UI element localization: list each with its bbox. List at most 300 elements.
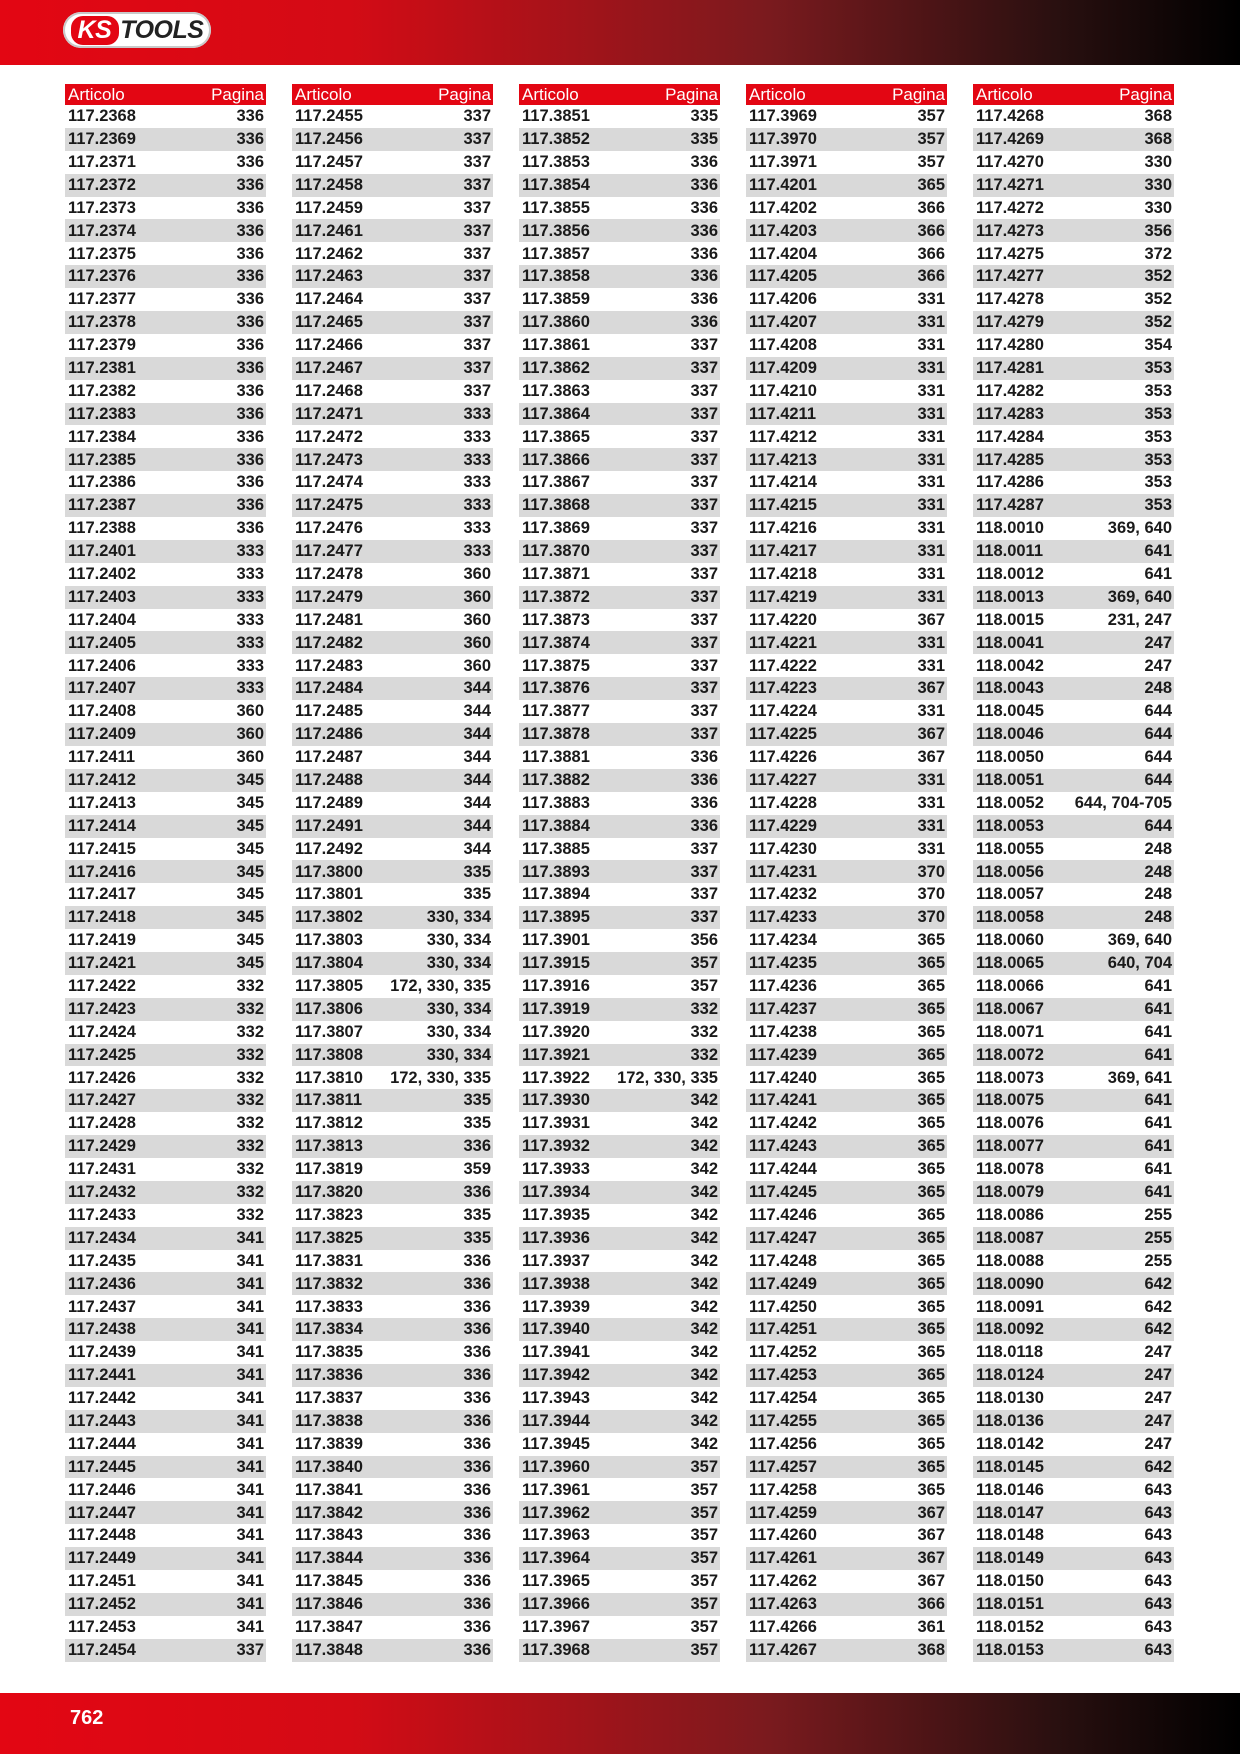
page-reference: 332 [236, 977, 264, 996]
article-number: 118.0130 [976, 1389, 1044, 1408]
column-header [746, 84, 947, 105]
page-reference: 360 [463, 587, 491, 606]
page-reference: 247 [1144, 656, 1172, 675]
page-reference: 332 [236, 1183, 264, 1202]
table-row [973, 403, 1174, 426]
page-reference: 330 [1144, 152, 1172, 171]
table-row [519, 838, 720, 861]
column-header [65, 84, 266, 105]
page-reference: 335 [463, 1114, 491, 1133]
article-number: 118.0010 [976, 519, 1044, 538]
table-row [746, 929, 947, 952]
article-number: 117.3964 [522, 1549, 590, 1568]
table-row [746, 586, 947, 609]
article-number: 117.4201 [749, 175, 817, 194]
article-number: 117.2478 [295, 565, 363, 583]
table-row [519, 540, 720, 563]
page-reference: 644 [1144, 702, 1172, 721]
article-number: 117.3943 [522, 1389, 590, 1408]
article-number: 117.2451 [68, 1572, 136, 1591]
article-number: 118.0065 [976, 954, 1044, 973]
table-row [292, 105, 493, 128]
article-number: 117.2383 [68, 404, 136, 423]
table-row [973, 1021, 1174, 1044]
page-reference: 366 [917, 1595, 945, 1614]
article-number: 117.3851 [522, 107, 590, 126]
table-row [292, 174, 493, 197]
page-reference: 344 [463, 771, 491, 790]
article-number: 117.3875 [522, 656, 590, 675]
article-number: 117.2374 [68, 221, 136, 240]
article-number: 117.2413 [68, 793, 136, 812]
table-row [973, 219, 1174, 242]
table-row [292, 792, 493, 815]
page-reference: 365 [917, 1434, 945, 1453]
article-number: 117.4234 [749, 931, 817, 950]
page-reference: 332 [236, 1045, 264, 1064]
article-number: 117.4256 [749, 1434, 817, 1453]
page-reference: 337 [463, 244, 491, 263]
page-reference: 336 [236, 473, 264, 492]
page-reference: 337 [690, 839, 718, 858]
article-number: 117.2485 [295, 702, 363, 721]
table-row [746, 425, 947, 448]
article-number: 117.4254 [749, 1389, 817, 1408]
page-number: 762 [70, 1707, 104, 1729]
page-reference: 336 [236, 358, 264, 377]
table-row [973, 1227, 1174, 1250]
article-number: 117.3857 [522, 244, 590, 263]
article-number: 118.0149 [976, 1549, 1044, 1568]
table-row [292, 815, 493, 838]
table-row [292, 1501, 493, 1524]
article-number: 117.3944 [522, 1411, 590, 1430]
table-row [65, 1616, 266, 1639]
page-reference: 368 [1144, 107, 1172, 126]
table-row [65, 334, 266, 357]
page-reference: 335 [463, 862, 491, 881]
page-reference: 333 [463, 427, 491, 446]
page-reference: 255 [1144, 1228, 1172, 1247]
table-row [973, 357, 1174, 380]
table-row [746, 1021, 947, 1044]
table-row [746, 677, 947, 700]
table-row [65, 197, 266, 220]
page-reference: 337 [463, 107, 491, 126]
page-reference: 336 [690, 290, 718, 309]
page-reference: 333 [236, 542, 264, 561]
article-number: 118.0079 [976, 1183, 1044, 1202]
table-row [292, 1341, 493, 1364]
page-reference: 344 [463, 725, 491, 744]
table-row [519, 174, 720, 197]
page-reference: 337 [690, 519, 718, 538]
page-reference: 336 [236, 496, 264, 515]
article-number: 117.2432 [68, 1183, 136, 1202]
article-number: 117.3841 [295, 1480, 363, 1499]
page-reference: 337 [690, 381, 718, 400]
table-row [746, 334, 947, 357]
page-reference: 337 [690, 610, 718, 629]
article-number: 118.0087 [976, 1228, 1044, 1247]
page-reference: 333 [236, 656, 264, 675]
table-row [973, 723, 1174, 746]
page-reference: 337 [463, 313, 491, 332]
article-number: 117.3811 [295, 1091, 362, 1110]
table-row [973, 563, 1174, 586]
article-number: 117.3854 [522, 175, 590, 194]
table-row [65, 105, 266, 128]
table-row [973, 586, 1174, 609]
article-number: 117.3805 [295, 977, 363, 996]
table-row [519, 1433, 720, 1456]
table-row [746, 1135, 947, 1158]
page-reference: 337 [690, 336, 718, 355]
article-number: 118.0145 [976, 1457, 1044, 1476]
page-reference: 336 [690, 771, 718, 790]
page-reference: 342 [690, 1274, 718, 1293]
table-row [973, 677, 1174, 700]
page-reference: 331 [917, 565, 945, 583]
article-number: 117.3863 [522, 381, 590, 400]
table-row [519, 1501, 720, 1524]
table-row [973, 1547, 1174, 1570]
table-row [973, 746, 1174, 769]
page-reference: 332 [236, 1160, 264, 1179]
article-number: 117.4236 [749, 977, 817, 996]
page-reference: 344 [463, 748, 491, 767]
page-reference: 357 [690, 1617, 718, 1636]
article-number: 118.0053 [976, 816, 1044, 835]
article-number: 117.2484 [295, 679, 363, 698]
page-reference: 333 [236, 679, 264, 698]
page-reference: 365 [917, 1251, 945, 1270]
article-number: 117.2489 [295, 793, 363, 812]
article-number: 117.3813 [295, 1137, 363, 1156]
article-number: 117.3872 [522, 587, 590, 606]
table-row [746, 1272, 947, 1295]
page-reference: 337 [463, 290, 491, 309]
table-row [292, 1295, 493, 1318]
article-number: 117.2437 [68, 1297, 136, 1316]
article-number: 117.2402 [68, 565, 136, 583]
article-number: 117.2454 [68, 1640, 136, 1659]
page-reference: 360 [463, 610, 491, 629]
article-number: 117.2418 [68, 908, 136, 927]
article-number: 117.2405 [68, 633, 136, 652]
article-number: 117.3800 [295, 862, 363, 881]
article-number: 117.3862 [522, 358, 590, 377]
table-row [973, 1272, 1174, 1295]
article-number: 118.0124 [976, 1366, 1044, 1385]
article-number: 118.0073 [976, 1068, 1044, 1087]
page-reference: 341 [236, 1480, 264, 1499]
article-number: 117.3945 [522, 1434, 590, 1453]
table-row [292, 1547, 493, 1570]
table-row [292, 242, 493, 265]
table-row [519, 677, 720, 700]
table-row [292, 311, 493, 334]
table-row [292, 357, 493, 380]
table-row [65, 838, 266, 861]
table-row [746, 1456, 947, 1479]
article-number: 118.0086 [976, 1205, 1044, 1224]
page-reference: 336 [236, 198, 264, 217]
page-reference: 352 [1144, 313, 1172, 332]
table-row [65, 151, 266, 174]
index-column-3 [519, 84, 720, 1662]
table-row [65, 494, 266, 517]
article-number: 117.4253 [749, 1366, 817, 1385]
page-reference: 330 [1144, 175, 1172, 194]
page-reference: 337 [690, 427, 718, 446]
page-reference: 172, 330, 335 [617, 1068, 718, 1087]
page-reference: 365 [917, 1205, 945, 1224]
table-row [292, 906, 493, 929]
table-row [746, 1570, 947, 1593]
table-row [746, 540, 947, 563]
article-number: 117.4243 [749, 1137, 817, 1156]
article-number: 117.4262 [749, 1572, 817, 1591]
article-number: 117.2416 [68, 862, 136, 881]
table-row [65, 1089, 266, 1112]
article-number: 117.2447 [68, 1503, 136, 1522]
table-row [973, 1387, 1174, 1410]
article-number: 117.2473 [295, 450, 363, 469]
table-row [292, 1044, 493, 1067]
page-reference: 365 [917, 1091, 945, 1110]
article-number: 117.4250 [749, 1297, 817, 1316]
article-number: 117.3874 [522, 633, 590, 652]
article-number: 118.0013 [976, 587, 1044, 606]
table-row [519, 1410, 720, 1433]
article-number: 117.2481 [295, 610, 363, 629]
article-number: 117.3802 [295, 908, 363, 927]
page-reference: 337 [463, 152, 491, 171]
table-row [519, 425, 720, 448]
article-number: 117.4246 [749, 1205, 817, 1224]
table-row [292, 197, 493, 220]
page-reference: 331 [917, 633, 945, 652]
page-reference: 359 [463, 1160, 491, 1179]
table-row [973, 311, 1174, 334]
article-number: 117.4277 [976, 267, 1044, 286]
table-row [65, 906, 266, 929]
article-number: 118.0052 [976, 793, 1044, 812]
page-reference: 341 [236, 1457, 264, 1476]
table-row [519, 1593, 720, 1616]
page-reference: 366 [917, 221, 945, 240]
article-number: 117.4266 [749, 1617, 817, 1636]
page-reference: 644, 704-705 [1074, 793, 1172, 812]
page-reference: 336 [463, 1526, 491, 1545]
table-row [746, 631, 947, 654]
page-reference: 337 [690, 725, 718, 744]
page-reference: 332 [236, 1068, 264, 1087]
table-row [292, 563, 493, 586]
article-number: 117.3895 [522, 908, 590, 927]
table-row [746, 1044, 947, 1067]
table-row [65, 609, 266, 632]
table-row [292, 677, 493, 700]
table-row [746, 746, 947, 769]
page-reference: 332 [690, 999, 718, 1018]
article-number: 117.3823 [295, 1205, 363, 1224]
page-reference: 337 [690, 885, 718, 904]
page-reference: 369, 640 [1107, 931, 1172, 950]
page-reference: 341 [236, 1343, 264, 1362]
article-number: 117.2474 [295, 473, 363, 492]
table-row [973, 1112, 1174, 1135]
table-row [65, 1204, 266, 1227]
table-row [519, 1570, 720, 1593]
table-row [519, 1250, 720, 1273]
page-reference: 353 [1144, 427, 1172, 446]
table-row [973, 448, 1174, 471]
page-reference: 367 [917, 725, 945, 744]
article-number: 118.0071 [976, 1022, 1044, 1041]
page-reference: 365 [917, 1343, 945, 1362]
page-reference: 365 [917, 1274, 945, 1293]
article-number: 117.3881 [522, 748, 590, 767]
article-number: 117.4220 [749, 610, 817, 629]
article-number: 117.4222 [749, 656, 817, 675]
page-reference: 336 [463, 1434, 491, 1453]
page-reference: 372 [1144, 244, 1172, 263]
table-row [519, 1364, 720, 1387]
article-number: 117.2412 [68, 771, 136, 790]
table-row [746, 265, 947, 288]
page-reference: 333 [236, 610, 264, 629]
article-number: 117.2414 [68, 816, 136, 835]
article-number: 117.2459 [295, 198, 363, 217]
article-number: 117.3962 [522, 1503, 590, 1522]
article-number: 117.3856 [522, 221, 590, 240]
page-reference: 342 [690, 1320, 718, 1339]
article-number: 117.2385 [68, 450, 136, 469]
article-number: 117.2429 [68, 1137, 136, 1156]
table-row [746, 563, 947, 586]
article-number: 117.4239 [749, 1045, 817, 1064]
header-pagina: Pagina [211, 84, 264, 104]
page-reference: 643 [1144, 1549, 1172, 1568]
article-number: 117.2377 [68, 290, 136, 309]
article-number: 118.0092 [976, 1320, 1044, 1339]
article-number: 117.4247 [749, 1228, 817, 1247]
page-reference: 336 [236, 290, 264, 309]
header-pagina: Pagina [1119, 84, 1172, 104]
article-number: 118.0142 [976, 1434, 1044, 1453]
table-row [65, 1501, 266, 1524]
table-row [746, 1158, 947, 1181]
article-number: 117.3838 [295, 1411, 363, 1430]
page-reference: 365 [917, 175, 945, 194]
page-reference: 247 [1144, 1389, 1172, 1408]
page-reference: 643 [1144, 1480, 1172, 1499]
article-number: 117.4244 [749, 1160, 817, 1179]
logo-wordmark [71, 16, 204, 45]
table-row [973, 174, 1174, 197]
article-number: 117.2382 [68, 381, 136, 400]
article-number: 117.4230 [749, 839, 817, 858]
page-reference: 336 [236, 427, 264, 446]
table-row [973, 1318, 1174, 1341]
table-row [519, 1524, 720, 1547]
page-reference: 642 [1144, 1274, 1172, 1293]
page-reference: 332 [236, 1114, 264, 1133]
table-row [973, 700, 1174, 723]
page-reference: 360 [236, 702, 264, 721]
page-reference: 365 [917, 1228, 945, 1247]
page-reference: 367 [917, 679, 945, 698]
article-number: 117.4261 [749, 1549, 817, 1568]
article-number: 117.3810 [295, 1068, 363, 1087]
table-row [519, 1478, 720, 1501]
article-number: 117.3843 [295, 1526, 363, 1545]
page-reference: 342 [690, 1137, 718, 1156]
table-row [746, 1433, 947, 1456]
page-reference: 345 [236, 839, 264, 858]
page-reference: 330, 334 [426, 908, 491, 927]
table-row [746, 1478, 947, 1501]
article-number: 117.3803 [295, 931, 363, 950]
page-reference: 331 [917, 427, 945, 446]
article-number: 117.2415 [68, 839, 136, 858]
page-reference: 333 [463, 496, 491, 515]
page-reference: 337 [463, 358, 491, 377]
table-row [973, 631, 1174, 654]
page-reference: 331 [917, 587, 945, 606]
table-row [519, 1272, 720, 1295]
article-number: 118.0051 [976, 771, 1044, 790]
page-reference: 341 [236, 1595, 264, 1614]
page-reference: 336 [463, 1457, 491, 1476]
page-reference: 331 [917, 793, 945, 812]
article-number: 117.4273 [976, 221, 1044, 240]
header-articolo: Articolo [68, 84, 125, 104]
article-number: 117.4203 [749, 221, 817, 240]
article-number: 117.2462 [295, 244, 363, 263]
article-number: 118.0136 [976, 1411, 1044, 1430]
page-reference: 354 [1144, 336, 1172, 355]
table-row [973, 1158, 1174, 1181]
page-reference: 644 [1144, 748, 1172, 767]
page-reference: 248 [1144, 908, 1172, 927]
article-number: 117.4260 [749, 1526, 817, 1545]
page-reference: 336 [463, 1503, 491, 1522]
page-reference: 337 [690, 565, 718, 583]
article-number: 118.0090 [976, 1274, 1044, 1293]
table-row [973, 1639, 1174, 1662]
table-row [292, 1181, 493, 1204]
page-reference: 357 [917, 107, 945, 126]
page-reference: 342 [690, 1205, 718, 1224]
column-header [519, 84, 720, 105]
header-articolo: Articolo [749, 84, 806, 104]
table-row [292, 380, 493, 403]
page-reference: 643 [1144, 1572, 1172, 1591]
article-number: 117.3852 [522, 130, 590, 149]
article-number: 117.4283 [976, 404, 1044, 423]
article-number: 117.2457 [295, 152, 363, 171]
article-number: 117.3858 [522, 267, 590, 286]
page-reference: 643 [1144, 1526, 1172, 1545]
table-row [292, 883, 493, 906]
page-reference: 336 [690, 816, 718, 835]
page-reference: 332 [690, 1045, 718, 1064]
page-reference: 357 [917, 152, 945, 171]
page-reference: 367 [917, 748, 945, 767]
